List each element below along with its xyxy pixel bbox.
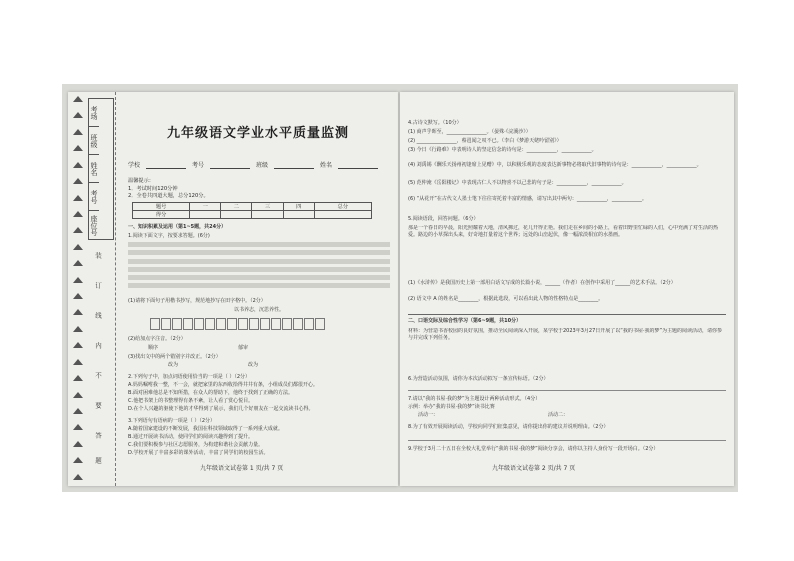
q3-option-b: B.通过开展读书活动，使同学们的阅读兴趣得到了提升。 [128, 434, 254, 440]
binding-word: 答 [94, 432, 102, 439]
info-exam-number: 考号 [89, 183, 99, 211]
q5-sub2: (2) 语文中 A 的姓名是________，根据此选段，可以看出此人物的性格特点是________。 [408, 296, 604, 302]
binding-word: 线 [94, 312, 102, 319]
word-label: 郁审 [238, 345, 249, 351]
question-1: 1.阅读下面文字，按要求答题。(6分) [128, 233, 210, 239]
binding-word: 要 [94, 402, 102, 409]
question-2: 2.下列句子中，加点词语使用恰当的一项是（ ）（2分） [128, 374, 251, 380]
score-cell[interactable] [314, 211, 371, 219]
score-table [132, 202, 372, 219]
q1-sub2: (2)给加点字注音。（2分） [128, 336, 186, 342]
q2-option-c: C.他把书架上的书整理得有条不紊，让人看了赏心悦目。 [128, 398, 254, 404]
score-cell[interactable] [190, 211, 221, 219]
student-fields-row [128, 160, 390, 169]
section-divider [408, 314, 726, 315]
page-footer: 九年级语文试卷第 2 页/共 7 页 [492, 465, 576, 472]
q7-activities [418, 412, 718, 419]
binding-word: 不 [94, 372, 102, 379]
q4-line: (5) 范仲淹《岳阳楼记》中表现古仁人不以物喜不以己悲的句子是：____________，____________。 [408, 180, 627, 186]
q7-hint: 示例：举办“我的书屋·我的梦”读书比赛 [408, 404, 495, 410]
left-page-content [122, 92, 394, 486]
q1-sub2-words [128, 345, 390, 352]
q4-line: (2) ________________，蔡邕闻之叹不已。（李白《梦游天姥吟留别》） [408, 138, 562, 144]
info-exam-room: 考场 [89, 99, 99, 127]
q2-option-b: B.面对困难他总是不知所措，在众人的帮助下，他终于找到了正确的方法。 [128, 390, 294, 396]
info-name: 姓名 [89, 155, 99, 183]
page-footer: 九年级语文试卷第 1 页/共 7 页 [200, 465, 284, 472]
q1-sub3: (3)找出文中的两个错别字并改正。（2分） [128, 354, 221, 360]
notice-line: 1．考试时间120分钟 [128, 186, 178, 192]
section-heading: 二、口语交际及综合性学习（第6~9题，共10分） [408, 318, 522, 324]
question-9: 9.学校于3月二十五日在全校大礼堂举行“我的书屋·我的梦”阅读分享会，请你以主持人身份写一段开场白。（2分） [408, 446, 659, 452]
question-7: 7.请以“我的书屋·我的梦”为主题设计两种活动形式。（4分） [408, 396, 541, 402]
activity-label: 活动一： [418, 412, 439, 418]
student-info-box [88, 98, 114, 240]
q3-option-d: D.学校开展了丰富多彩的课外活动，丰富了同学们的校园生活。 [128, 450, 269, 456]
binding-word: 题 [94, 457, 102, 464]
score-cell[interactable] [283, 211, 314, 219]
field-name: 姓名 [320, 162, 333, 169]
score-header: 一 [190, 203, 221, 211]
q2-option-a: A.妈妈嘱咐我一整，不一会，就把家里的东西收拾得井井有条，小组成员们都很开心。 [128, 382, 318, 388]
question-4: 4.古诗文默写。（10分） [408, 120, 462, 126]
fix-label: 改为 [248, 362, 259, 368]
binding-word: 内 [94, 342, 102, 349]
q5-passage: 那是一个春日的早晨，阳光照耀着大地，清风拂过，花儿开得正艳。我们走在乡间的小路上，看着田野里忙碌的人们，心中充满了对生活的热爱。路边的小草探出头来，好奇地打量着这个世界；远处的山峦起伏，像一幅浓淡相宜的水墨画。 [408, 225, 719, 239]
binding-strip [68, 92, 116, 486]
q4-line: (6) “从花开”在古代文人墨士笔下往往寄托着丰富的情感，请写出其中两句：____________，____________。 [408, 196, 647, 202]
scanned-exam-photo [62, 84, 738, 492]
q3-option-a: A.随着国家建设的不断发展，我国在科技领域取得了一系列重大成就。 [128, 426, 283, 432]
score-header: 题号 [133, 203, 190, 211]
field-class: 班级 [256, 162, 269, 169]
question-3: 3.下列语句有语病的一项是（ ）（2分） [128, 418, 216, 424]
field-school: 学校 [128, 162, 141, 169]
right-page-content [408, 92, 726, 486]
notice-heading: 温馨提示： [128, 178, 154, 184]
writing-grid[interactable] [150, 318, 325, 330]
section2-material: 材料：为营造书香校园的良好氛围，推动全民阅读深入开展，某学校于2023年3月27日开展了以“我的书屋·我的梦”为主题的阅读活动，请你参与并完成下列任务。 [408, 328, 723, 342]
word-label: 顺序 [148, 345, 159, 351]
question-5: 5.阅读语段，回答问题。（6分） [408, 216, 479, 222]
exam-page-left [68, 92, 398, 486]
binding-word: 装 [94, 252, 102, 259]
question-8: 8.为了有效开展阅读活动，学校向同学们征集意见，请你提出你的建议并说明理由。（2分） [408, 424, 609, 430]
answer-line[interactable] [408, 440, 726, 441]
q5-sub1: (1)《水浒传》是我国历史上第一部用白话文写成的长篇小说，______（作者）在创作中采用了______的艺术手法。（2分） [408, 280, 676, 286]
notice-line: 2．全卷共四道大题，总分120分。 [128, 193, 209, 199]
field-exam-number: 考号 [192, 162, 205, 169]
score-header: 总分 [314, 203, 371, 211]
exam-title: 九年级语文学业水平质量监测 [166, 126, 349, 141]
exam-page-right [400, 92, 734, 486]
binding-word: 订 [94, 282, 102, 289]
q4-line: (1) 商声乎晖至，________________。（晏殊·《浣溪沙》） [408, 129, 531, 135]
score-header: 二 [221, 203, 252, 211]
q2-option-d: D.在个人兴趣的驱使下他的才华得到了展示，我们几个好朋友在一起交流读书心得。 [128, 406, 314, 412]
q1-passage-placeholder [128, 242, 390, 292]
info-class: 班级 [89, 127, 99, 155]
q4-line: (3) 今日《行路难》中表明诗人的坚定信念的诗句是：____________，____________。 [408, 147, 597, 153]
q1-sub3-fix [128, 362, 390, 369]
triangle-markers [70, 96, 86, 480]
q4-line: (4) 刘禹锡《酬乐天扬州初逢席上见赠》中，以积极乐观的态度表达新事物必将取代旧事物的诗句是：____________，____________。 [408, 162, 702, 168]
score-header: 四 [283, 203, 314, 211]
fix-label: 改为 [168, 362, 179, 368]
q1-sub1-line: 以书养志，沉思养性。 [233, 307, 284, 313]
info-seat: 座位号 [90, 214, 98, 236]
q3-option-c: C.我们要积极参与社区志愿服务，为构建和谐社会贡献力量。 [128, 442, 264, 448]
score-header: 三 [252, 203, 283, 211]
score-cell[interactable] [252, 211, 283, 219]
section-heading: 一、知识积累及运用（第1~5题，共24分） [128, 224, 227, 230]
question-6: 6.为营造活动氛围，请你为本次活动拟写一条宣传标语。（2分） [408, 376, 549, 382]
score-cell[interactable] [221, 211, 252, 219]
score-row-label: 得分 [133, 211, 190, 219]
activity-label: 活动二： [548, 412, 569, 418]
q1-sub1: (1)请将下面句子用楷书抄写，规范地抄写在田字格中。（2分） [128, 298, 266, 304]
answer-line[interactable] [408, 390, 726, 391]
